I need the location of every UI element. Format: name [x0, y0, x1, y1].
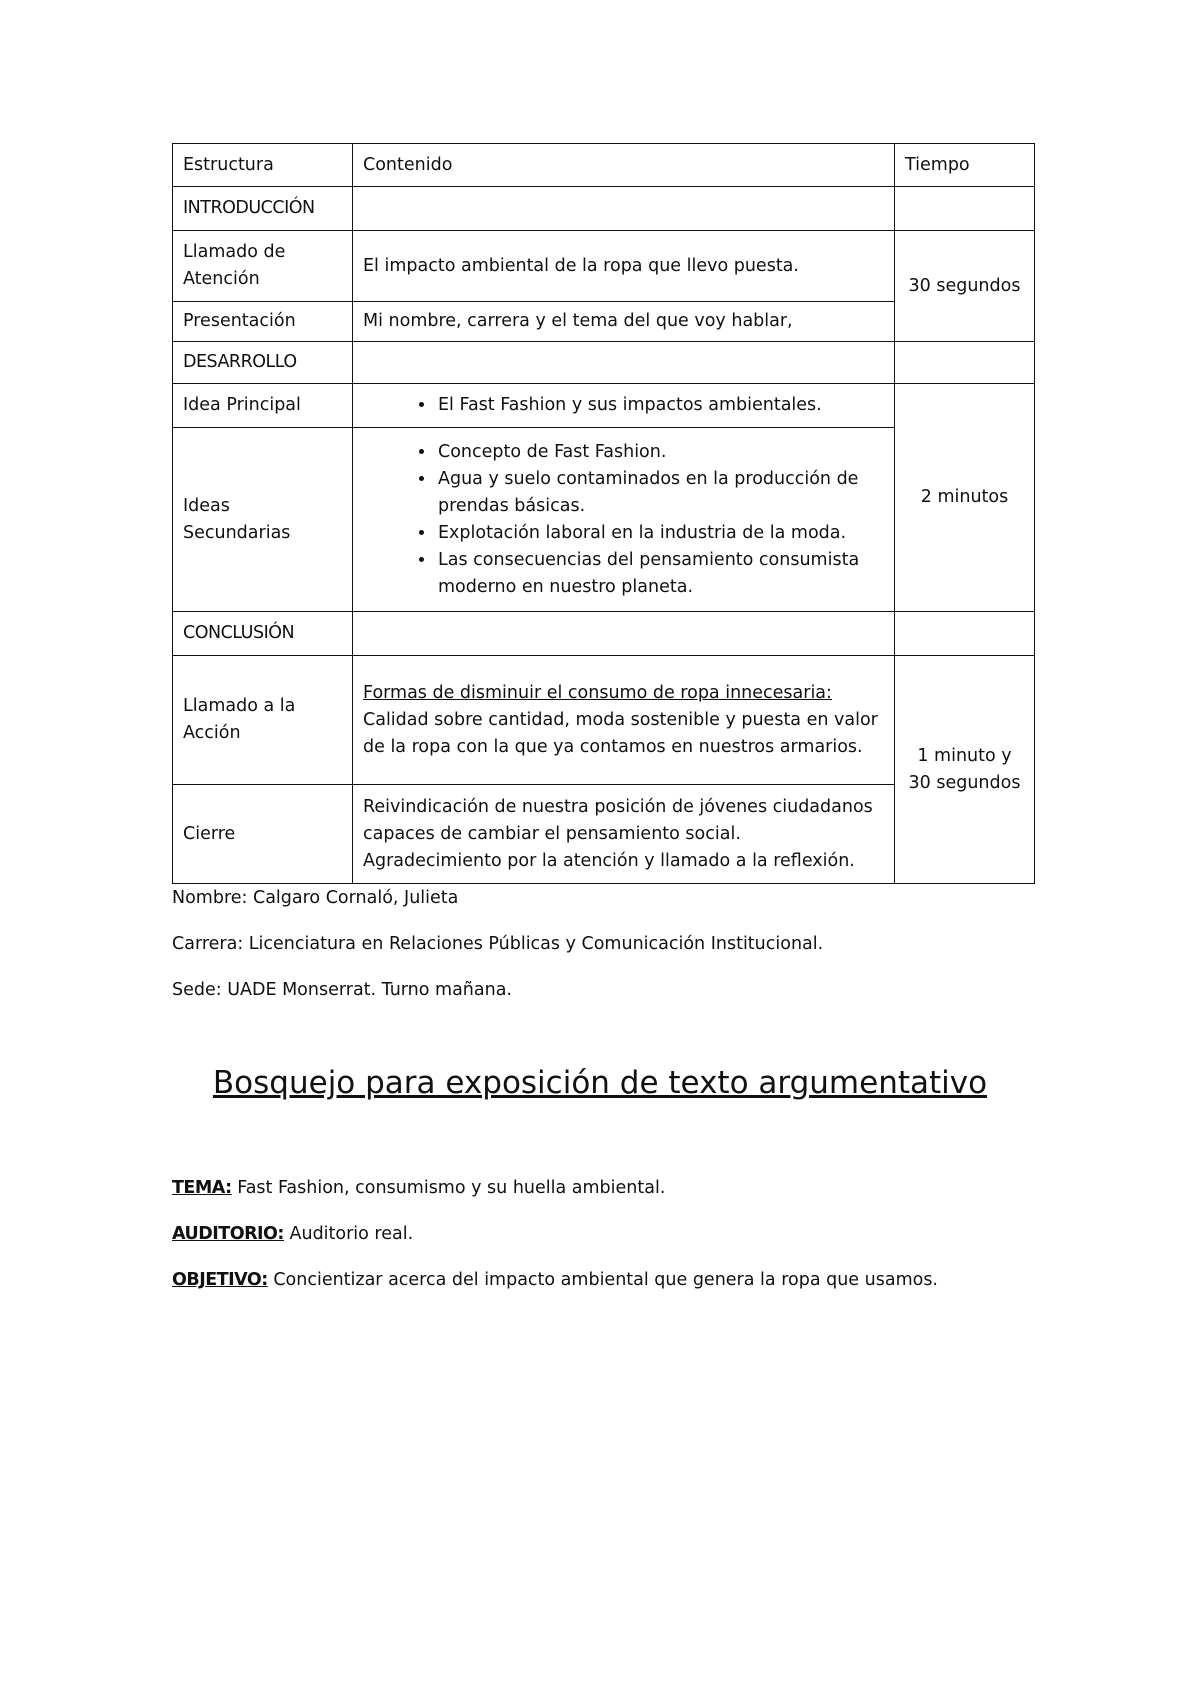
list-item: • El Fast Fashion y sus impactos ambientales.	[436, 392, 884, 419]
field-value: Fast Fashion, consumismo y su huella ambiental.	[231, 1178, 666, 1198]
list-item: • Concepto de Fast Fashion.	[436, 439, 884, 466]
bullet-list	[363, 439, 884, 601]
tiempo-cell-conclusion: 1 minuto y 30 segundos	[895, 656, 1035, 884]
empty-cell	[353, 612, 895, 656]
field-tema	[172, 1176, 1072, 1200]
tiempo-cell-introduccion: 30 segundos	[895, 231, 1035, 342]
field-label: TEMA:	[172, 1178, 232, 1198]
field-label: OBJETIVO:	[172, 1270, 268, 1290]
estructura-cell: Llamado de Atención	[173, 231, 353, 302]
info-nombre: Nombre: Calgaro Cornaló, Julieta	[172, 888, 459, 908]
section-row-introduccion	[173, 187, 1035, 231]
contenido-cell: El impacto ambiental de la ropa que llevo puesta.	[353, 231, 895, 302]
tiempo-cell-desarrollo: 2 minutos	[895, 384, 1035, 612]
contenido-cell	[353, 656, 895, 785]
empty-cell	[895, 612, 1035, 656]
estructura-cell: Ideas Secundarias	[173, 428, 353, 612]
field-value: Concientizar acerca del impacto ambiental que genera la ropa que usamos.	[267, 1270, 938, 1290]
section-label-desarrollo: DESARROLLO	[173, 342, 353, 384]
table-header-row	[173, 144, 1035, 187]
contenido-heading: Formas de disminuir el consumo de ropa innecesaria:	[363, 682, 832, 703]
list-item: • Agua y suelo contaminados en la producción de prendas básicas.	[436, 466, 884, 520]
section-label-conclusion: CONCLUSIÓN	[173, 612, 353, 656]
estructura-cell: Presentación	[173, 302, 353, 342]
empty-cell	[353, 187, 895, 231]
field-value: Auditorio real.	[283, 1224, 414, 1244]
list-item: • Explotación laboral en la industria de la moda.	[436, 520, 884, 547]
estructura-cell: Cierre	[173, 785, 353, 884]
contenido-cell	[353, 428, 895, 612]
contenido-cell	[353, 384, 895, 428]
section-row-desarrollo	[173, 342, 1035, 384]
outline-table	[172, 143, 1035, 884]
empty-cell	[353, 342, 895, 384]
estructura-cell: Llamado a la Acción	[173, 656, 353, 785]
header-estructura: Estructura	[173, 144, 353, 187]
table-row	[173, 231, 1035, 302]
list-item: • Las consecuencias del pensamiento consumista moderno en nuestro planeta.	[436, 547, 884, 601]
contenido-cell: Mi nombre, carrera y el tema del que voy hablar,	[353, 302, 895, 342]
info-carrera: Carrera: Licenciatura en Relaciones Públicas y Comunicación Institucional.	[172, 934, 824, 954]
header-contenido: Contenido	[353, 144, 895, 187]
field-auditorio	[172, 1222, 1072, 1246]
estructura-cell: Idea Principal	[173, 384, 353, 428]
info-sede: Sede: UADE Monserrat. Turno mañana.	[172, 980, 512, 1000]
empty-cell	[895, 342, 1035, 384]
field-label: AUDITORIO:	[172, 1224, 284, 1244]
section-row-conclusion	[173, 612, 1035, 656]
header-tiempo: Tiempo	[895, 144, 1035, 187]
contenido-cell: Reivindicación de nuestra posición de jóvenes ciudadanos capaces de cambiar el pensamiento social. Agradecimiento por la atención y llamado a la reflexión.	[353, 785, 895, 884]
field-objetivo	[172, 1268, 1072, 1292]
document-title: Bosquejo para exposición de texto argumentativo	[212, 1065, 988, 1101]
table-row	[173, 384, 1035, 428]
contenido-text: Calidad sobre cantidad, moda sostenible y puesta en valor de la ropa con la que ya contamos en nuestros armarios.	[363, 709, 878, 757]
section-label-introduccion: INTRODUCCIÓN	[173, 187, 353, 231]
empty-cell	[895, 187, 1035, 231]
table-row	[173, 656, 1035, 785]
bullet-list	[363, 392, 884, 419]
